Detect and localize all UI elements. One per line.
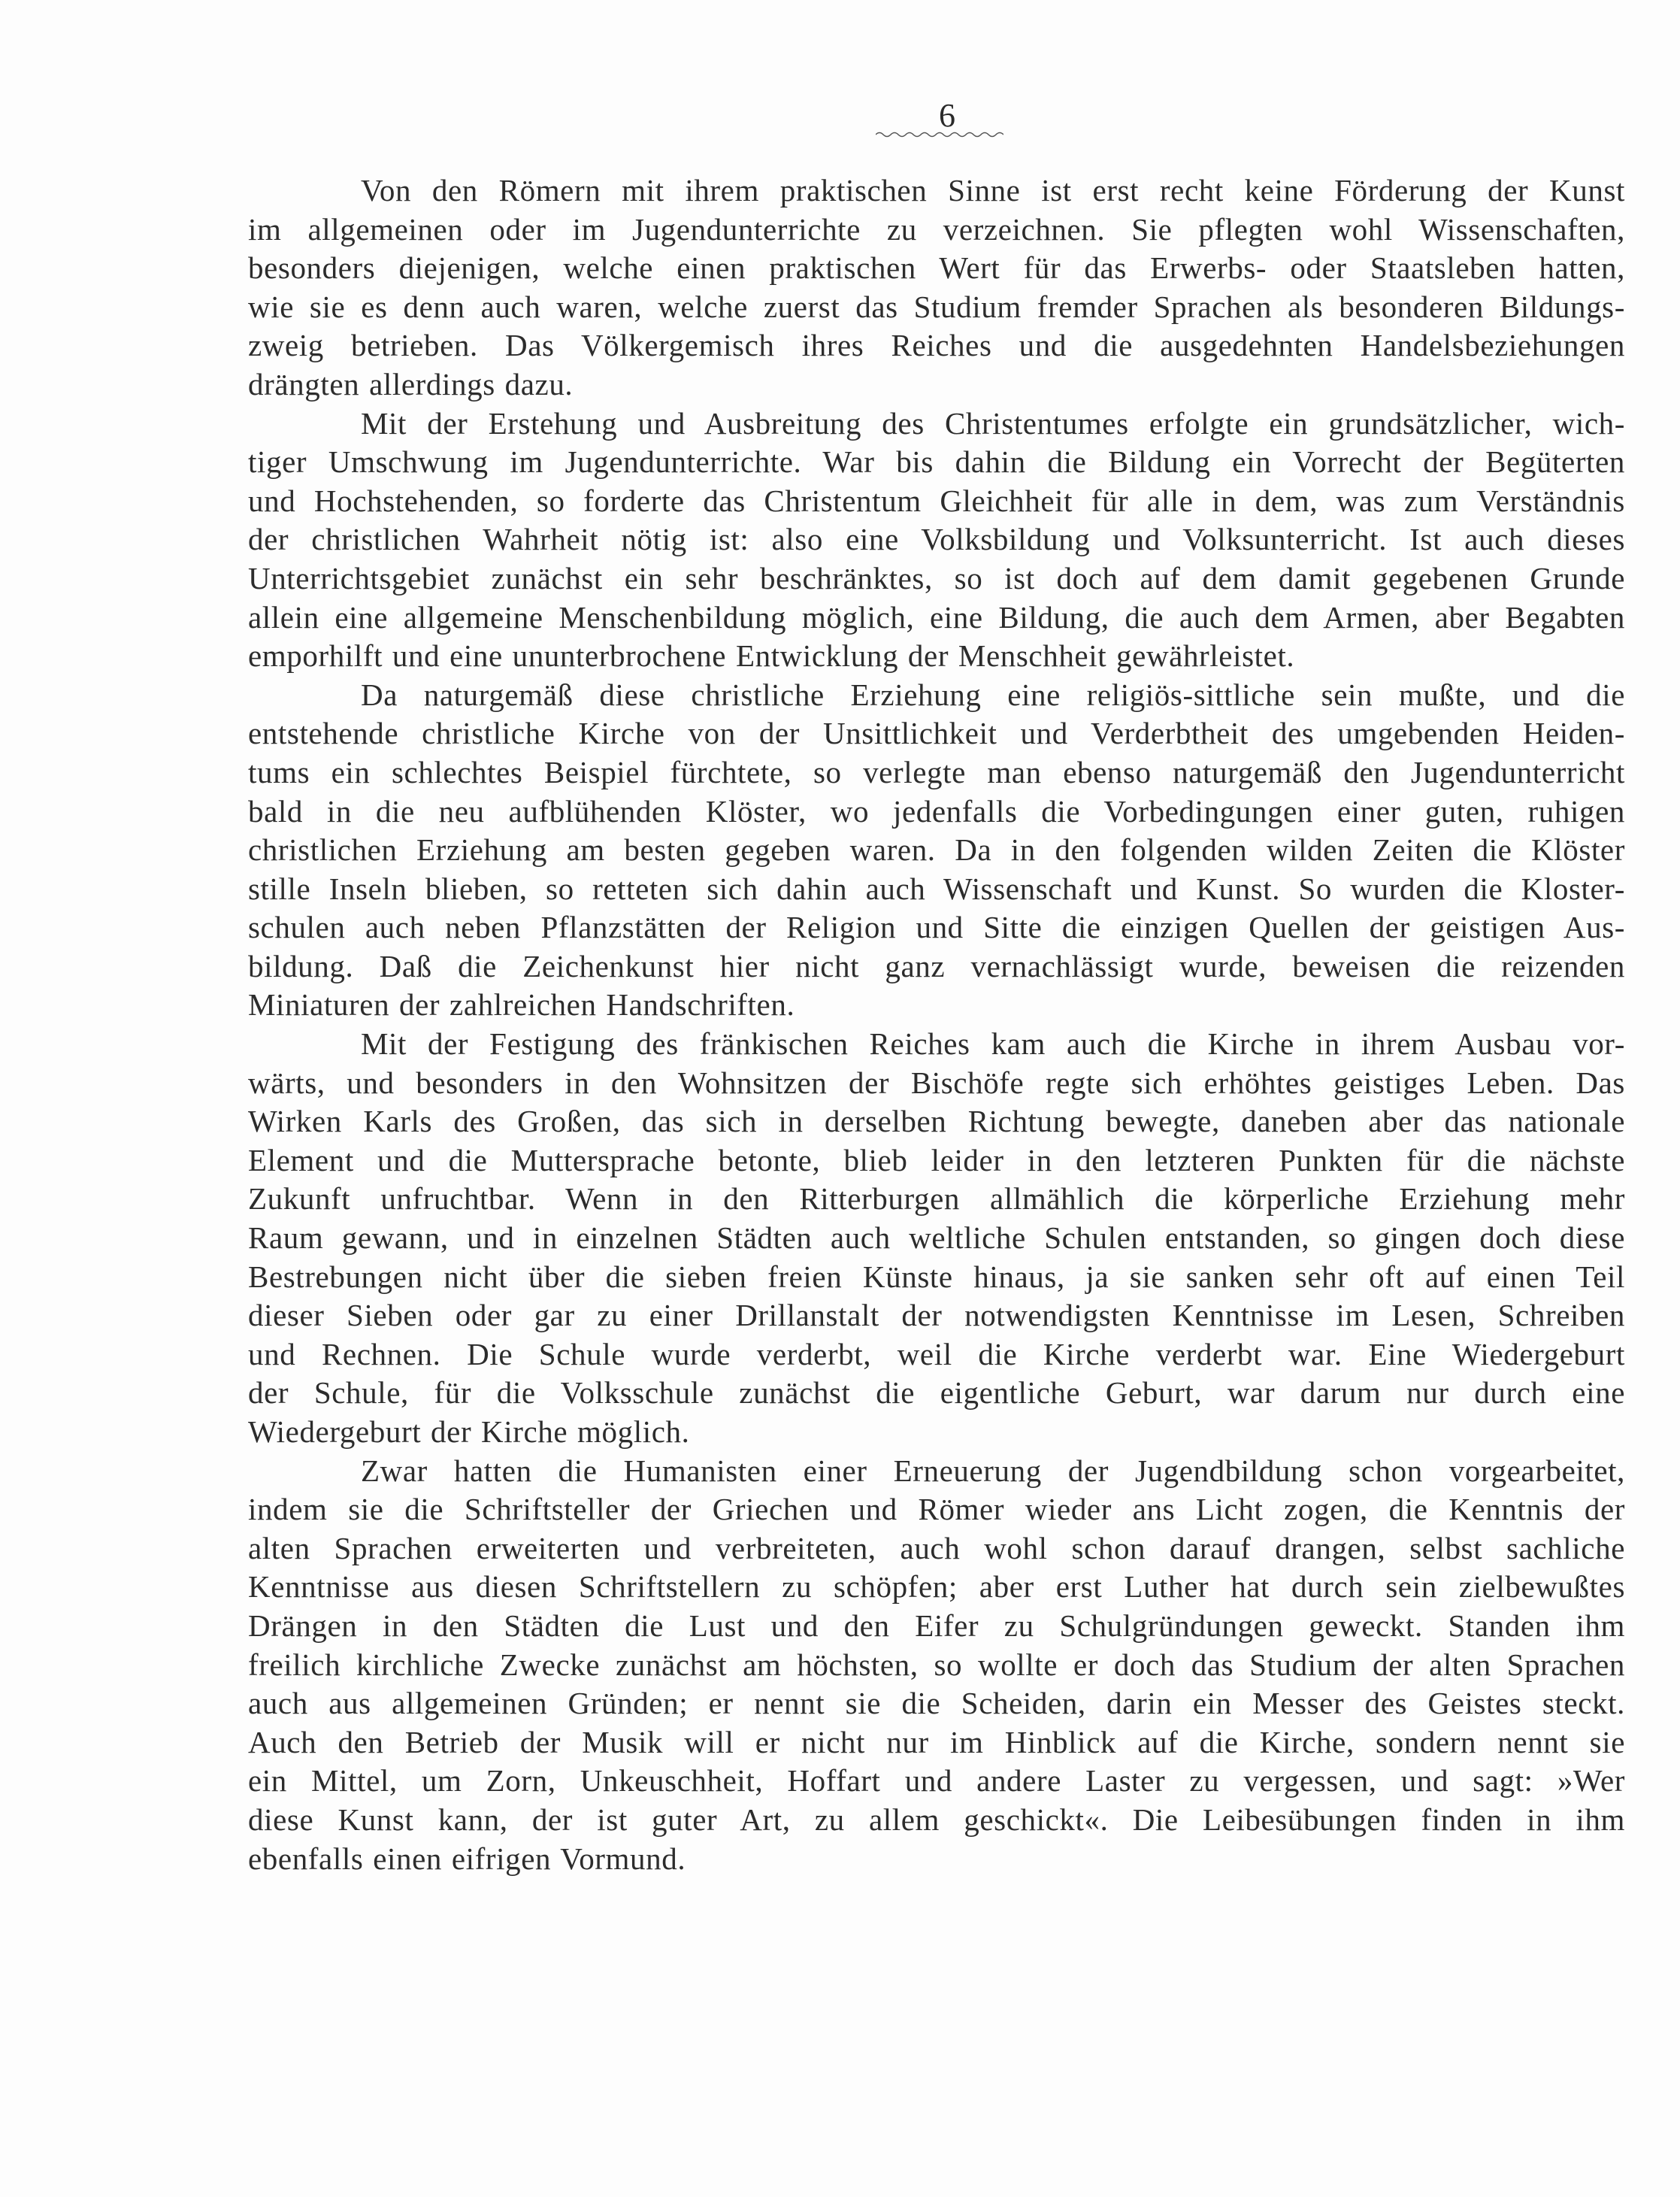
text-line: Unterrichtsgebiet zunächst ein sehr beschränktes, so ist doch auf dem damit gegebenen Grunde [248, 560, 1625, 595]
page-number: 6 [939, 97, 955, 134]
text-line: Wirken Karls des Großen, das sich in derselben Richtung bewegte, daneben aber das nationale [248, 1104, 1625, 1139]
text-line: Miniaturen der zahlreichen Handschriften. [248, 987, 795, 1023]
text-line: drängten allerdings dazu. [248, 366, 574, 402]
text-line: besonders diejenigen, welche einen praktischen Wert für das Erwerbs- oder Staatsleben hatten, [248, 250, 1625, 286]
text-line: indem sie die Schriftsteller der Griechen und Römer wieder ans Licht zogen, die Kenntnis der [248, 1492, 1625, 1527]
text-line: der christlichen Wahrheit nötig ist: also eine Volksbildung und Volksunterricht. Ist auch dieses [248, 522, 1625, 557]
text-line: wärts, und besonders in den Wohnsitzen der Bischöfe regte sich erhöhtes geistiges Leben. Das [248, 1065, 1625, 1100]
text-line: ein Mittel, um Zorn, Unkeuschheit, Hoffart und andere Laster zu vergessen, und sagt: »Wer [248, 1763, 1625, 1799]
text-line: freilich kirchliche Zwecke zunächst am höchsten, so wollte er doch das Studium der alten Sprachen [248, 1647, 1625, 1682]
text-line: Mit der Festigung des fränkischen Reiches kam auch die Kirche in ihrem Ausbau vor- [361, 1026, 1625, 1062]
text-line: tums ein schlechtes Beispiel fürchtete, so verlegte man ebenso naturgemäß den Jugendunterricht [248, 754, 1625, 789]
text-line: allein eine allgemeine Menschenbildung möglich, eine Bildung, die auch dem Armen, aber Begabten [248, 599, 1625, 635]
text-line: und Hochstehenden, so forderte das Christentum Gleichheit für alle in dem, was zum Verständnis [248, 483, 1625, 518]
text-line: Wiedergeburt der Kirche möglich. [248, 1414, 690, 1449]
text-line: ebenfalls einen eifrigen Vormund. [248, 1841, 686, 1876]
text-line: Zwar hatten die Humanisten einer Erneuerung der Jugendbildung schon vorgearbeitet, [361, 1453, 1625, 1488]
text-line: auch aus allgemeinen Gründen; er nennt sie die Scheiden, darin ein Messer des Geistes steckt. [248, 1686, 1625, 1721]
text-line: der Schule, für die Volksschule zunächst die eigentliche Geburt, war darum nur durch eine [248, 1375, 1625, 1411]
text-line: Drängen in den Städten die Lust und den Eifer zu Schulgründungen geweckt. Standen ihm [248, 1608, 1625, 1643]
text-line: im allgemeinen oder im Jugendunterrichte zu verzeichnen. Sie pflegten wohl Wissenschaften, [248, 211, 1625, 247]
text-line: Da naturgemäß diese christliche Erziehung eine religiös-sittliche sein mußte, und die [361, 677, 1625, 712]
text-line: schulen auch neben Pflanzstätten der Religion und Sitte die einzigen Quellen der geistigen Aus- [248, 910, 1625, 945]
text-line: entstehende christliche Kirche von der Unsittlichkeit und Verderbtheit des umgebenden Heiden- [248, 716, 1625, 751]
text-line: und Rechnen. Die Schule wurde verderbt, weil die Kirche verderbt war. Eine Wiedergeburt [248, 1336, 1625, 1371]
text-line: Bestrebungen nicht über die sieben freien Künste hinaus, ja sie sanken sehr oft auf einen Teil [248, 1259, 1625, 1294]
body-text [248, 171, 1625, 1878]
text-line: emporhilft und eine ununterbrochene Entwicklung der Menschheit gewährleistet. [248, 638, 1295, 674]
text-line: Kenntnisse aus diesen Schriftstellern zu schöpfen; aber erst Luther hat durch sein zielbewußtes [248, 1569, 1625, 1605]
text-line: bildung. Daß die Zeichenkunst hier nicht ganz vernachlässigt wurde, beweisen die reizenden [248, 948, 1625, 983]
text-line: bald in die neu aufblühenden Klöster, wo jedenfalls die Vorbedingungen einer guten, ruhigen [248, 793, 1625, 829]
text-line: Element und die Muttersprache betonte, blieb leider in den letzteren Punkten für die nächste [248, 1142, 1625, 1177]
text-line: dieser Sieben oder gar zu einer Drillanstalt der notwendigsten Kenntnisse im Lesen, Schreiben [248, 1298, 1625, 1333]
paragraph [248, 405, 1625, 676]
page-number-ornament [876, 129, 1003, 140]
paragraph [248, 1025, 1625, 1452]
text-line: diese Kunst kann, der ist guter Art, zu allem geschickt«. Die Leibesübungen finden in ihm [248, 1802, 1625, 1837]
text-line: christlichen Erziehung am besten gegeben waren. Da in den folgenden wilden Zeiten die Klöster [248, 832, 1625, 868]
paragraph [248, 1452, 1625, 1879]
paragraph [248, 676, 1625, 1025]
text-line: Zukunft unfruchtbar. Wenn in den Ritterburgen allmählich die körperliche Erziehung mehr [248, 1181, 1625, 1217]
text-line: Auch den Betrieb der Musik will er nicht nur im Hinblick auf die Kirche, sondern nennt sie [248, 1724, 1625, 1759]
text-line: alten Sprachen erweiterten und verbreiteten, auch wohl schon darauf drangen, selbst sachliche [248, 1530, 1625, 1565]
paragraph [248, 171, 1625, 405]
text-line: tiger Umschwung im Jugendunterrichte. War bis dahin die Bildung ein Vorrecht der Begüterten [248, 444, 1625, 480]
text-line: Mit der Erstehung und Ausbreitung des Christentumes erfolgte ein grundsätzlicher, wich- [361, 405, 1625, 441]
text-line: wie sie es denn auch waren, welche zuerst das Studium fremder Sprachen als besonderen Bildungs- [248, 289, 1625, 324]
text-line: Raum gewann, und in einzelnen Städten auch weltliche Schulen entstanden, so gingen doch diese [248, 1220, 1625, 1256]
text-line: stille Inseln blieben, so retteten sich dahin auch Wissenschaft und Kunst. So wurden die Kloster- [248, 871, 1625, 906]
text-line: zweig betrieben. Das Völkergemisch ihres Reiches und die ausgedehnten Handelsbeziehungen [248, 328, 1625, 363]
text-line: Von den Römern mit ihrem praktischen Sinne ist erst recht keine Förderung der Kunst [361, 173, 1625, 208]
